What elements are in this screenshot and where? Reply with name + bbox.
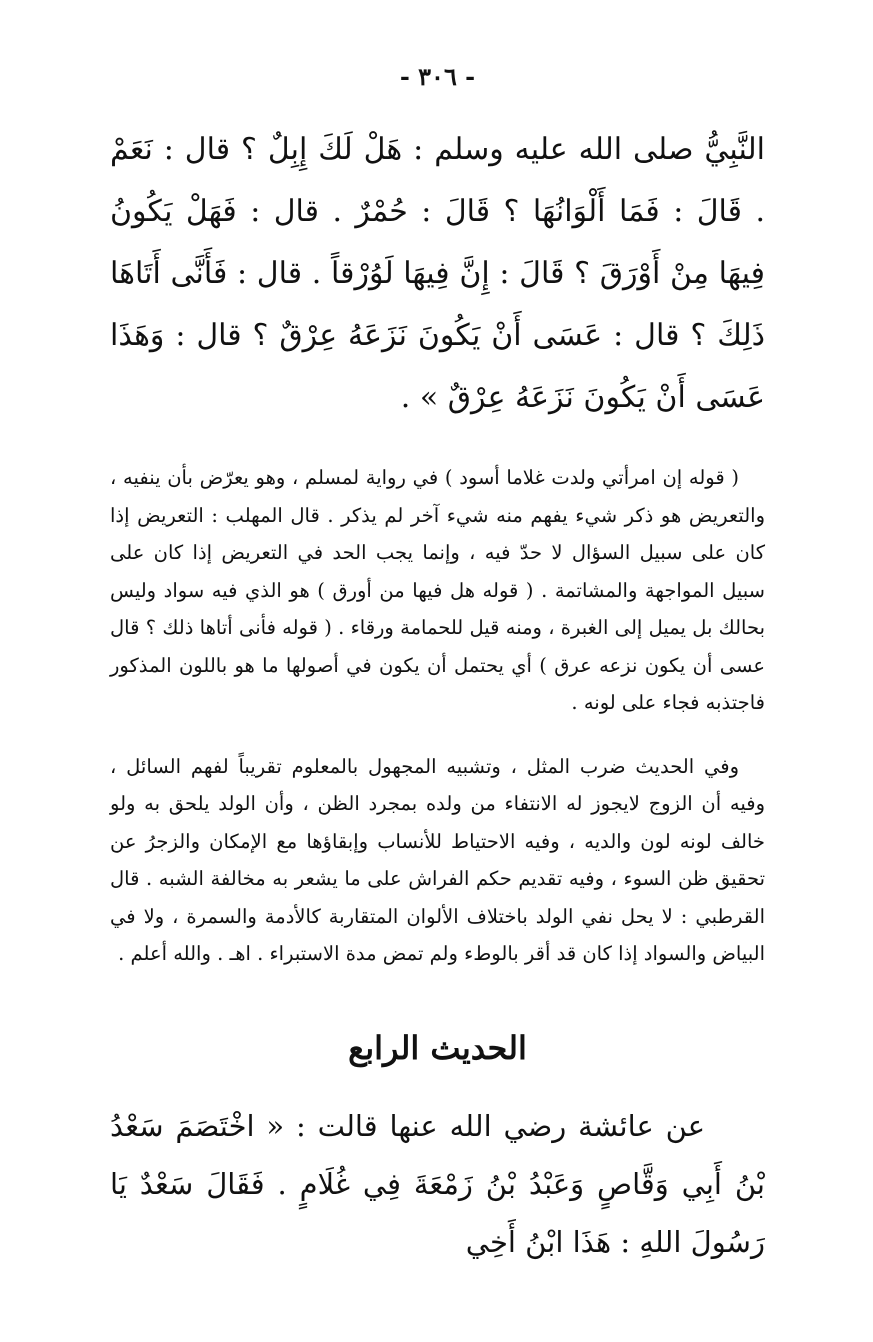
next-hadith-opening: عن عائشة رضي الله عنها قالت : « اخْتَصَمَ سَعْدُ بْنُ أَبِي وَقَّاصٍ وَعَبْدُ بْنُ زَمْعَةَ فِي غُلَامٍ . فَقَالَ سَعْدٌ يَا رَسُولَ اللهِ : هَذَا ابْنُ أَخِي [110,1108,765,1259]
page-number: - ٣٠٦ - [399,62,476,91]
commentary-block [110,459,765,973]
commentary-paragraph: وفي الحديث ضرب المثل ، وتشبيه المجهول بالمعلوم تقريباً لفهم السائل ، وفيه أن الزوج لايجوز له الانتفاء من ولده بمجرد الظن ، وأن الولد يلحق به ولو خالف لونه لون والديه ، وفيه الاحتياط للأنساب وإبقاؤها مع الإمكان والزجرُ عن تحقيق ظن السوء ، وفيه تقديم حكم الفراش على ما يشعر به مخالفة الشبه . قال القرطبي : لا يحل نفي الولد باختلاف الألوان المتقاربة كالأدمة والسمرة ، ولا في البياض والسواد إذا كان قد أقر بالوطء ولم تمض مدة الاستبراء . اهـ . والله أعلم . [110,754,765,965]
next-hadith-block [110,1097,765,1271]
hadith-continuation: النَّبِيُّ صلى الله عليه وسلم : هَلْ لَكَ إِبِلٌ ؟ قال : نَعَمْ . قَالَ : فَمَا أَلْوَانُهَا ؟ قَالَ : حُمْرٌ . قال : فَهَلْ يَكُونُ فِيهَا مِنْ أَوْرَقَ ؟ قَالَ : إِنَّ فِيهَا لَوُرْقاً . قال : فَأَنَّى أَتَاهَا ذَلِكَ ؟ قال : عَسَى أَنْ يَكُونَ نَزَعَهُ عِرْقٌ ؟ قال : وَهَذَا عَسَى أَنْ يَكُونَ نَزَعَهُ عِرْقٌ » . [110,132,765,415]
commentary-paragraph: ( قوله إن امرأتي ولدت غلاما أسود ) في رواية لمسلم ، وهو يعرّض بأن ينفيه ، والتعريض هو ذكر شيء يفهم منه شيء آخر لم يذكر . قال المهلب : التعريض إذا كان على سبيل السؤال لا حدّ فيه ، وإنما يجب الحد في التعريض إذا كان على سبيل المواجهة والمشاتمة . ( قوله هل فيها من أورق ) هو الذي فيه سواد وليس بحالك بل يميل إلى الغبرة ، ومنه قيل للحمامة ورقاء . ( قوله فأنى أتاها ذلك ؟ قال عسى أن يكون نزعه عرق ) أي يحتمل أن يكون في أصولها ما هو باللون المذكور فاجتذبه فجاء على لونه . [110,466,765,714]
section-heading: الحديث الرابع [348,1028,527,1067]
hadith-text-block [110,119,765,429]
